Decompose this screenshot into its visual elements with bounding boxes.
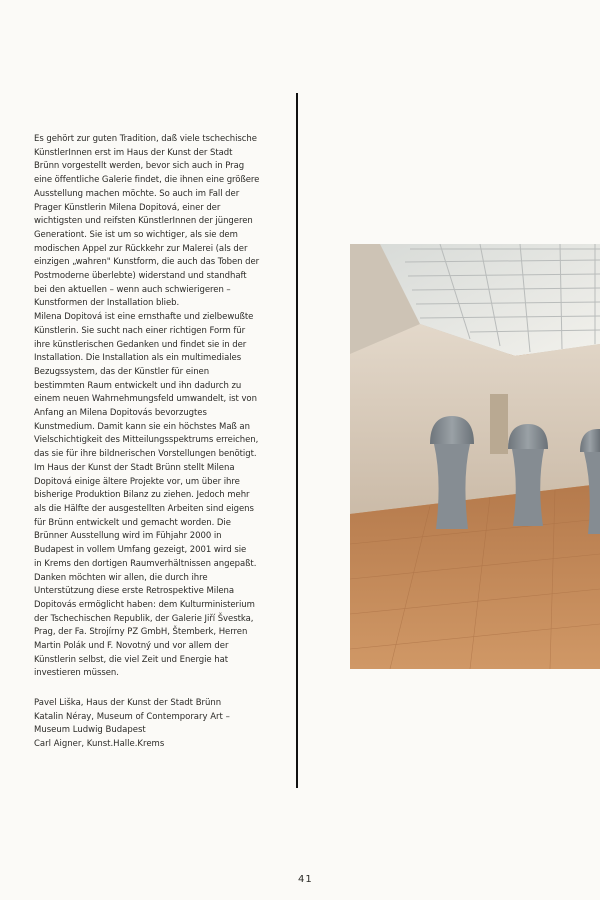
body-line: Budapest in vollem Umfang gezeigt, 2001 wird sie	[34, 545, 247, 556]
body-line: Künstlerin. Sie sucht nach einer richtigen Form für	[34, 325, 246, 336]
body-line: Es gehört zur guten Tradition, daß viele tschechische	[34, 134, 257, 144]
credit-line: Carl Aigner, Kunst.Halle.Krems	[34, 739, 165, 750]
body-line: Vielschichtigkeit des Mitteilungsspektrums erreichen,	[34, 435, 259, 446]
foreword-text	[34, 133, 284, 681]
body-line: Kunstmedium. Damit kann sie ein höchstes Maß an	[34, 421, 250, 432]
body-line: Kunstformen der Installation blieb.	[34, 298, 180, 309]
vertical-divider	[296, 93, 298, 788]
body-line: der Tschechischen Republik, der Galerie Jiří Švestka,	[34, 613, 254, 624]
credit-line: Katalin Néray, Museum of Contemporary Art –	[34, 711, 230, 722]
body-line: investieren müssen.	[34, 668, 119, 679]
body-line: einem neuen Wahrnehmungsfeld umwandelt, ist von	[34, 394, 257, 405]
body-line: Bezugssystem, das der Künstler für einen	[34, 366, 210, 377]
body-line: Prager Künstlerin Milena Dopitová, einer der	[34, 202, 221, 213]
body-line: Ausstellung machen möchte. So auch im Fall der	[34, 188, 240, 199]
body-line: Danken möchten wir allen, die durch ihre	[34, 572, 208, 583]
body-line: für Brünn entwickelt und gemacht worden. Die	[34, 517, 231, 528]
credit-line: Museum Ludwig Budapest	[34, 725, 146, 736]
body-line: KünstlerInnen erst im Haus der Kunst der Stadt	[34, 147, 233, 158]
body-line: das sie für ihre bildnerischen Vorstellungen benötigt.	[34, 449, 257, 460]
body-line: in Krems den dortigen Raumverhältnissen angepaßt.	[34, 558, 257, 569]
body-line: Generationt. Sie ist um so wichtiger, als sie dem	[34, 229, 238, 240]
body-line: bestimmten Raum entwickelt und ihn dadurch zu	[34, 380, 242, 391]
body-line: modischen Appel zur Rückkehr zur Malerei (als der	[34, 243, 248, 254]
body-line: Dopitová einige ältere Projekte vor, um über ihre	[34, 476, 240, 487]
body-line: Anfang an Milena Dopitovás bevorzugtes	[34, 408, 207, 419]
body-line: bei den aktuellen – wenn auch schwierigeren –	[34, 284, 231, 295]
body-line: Prag, der Fa. Strojírny PZ GmbH, Štemberk, Herren	[34, 627, 248, 638]
body-line: Installation. Die Installation als ein multimediales	[34, 353, 242, 364]
body-line: wichtigsten und reifsten KünstlerInnen der jüngeren	[34, 216, 253, 227]
body-line: Brünn vorgestellt werden, bevor sich auch in Prag	[34, 161, 245, 172]
body-line: Brünner Ausstellung wird im Fühjahr 2000 in	[34, 531, 222, 542]
body-line: Postmoderne überlebte) widerstand und standhaft	[34, 271, 247, 282]
body-line: Milena Dopitová ist eine ernsthafte und zielbewußte	[34, 312, 254, 323]
foreword-credits	[34, 697, 284, 752]
credit-line: Pavel Liška, Haus der Kunst der Stadt Brünn	[34, 698, 222, 708]
body-line: Im Haus der Kunst der Stadt Brünn stellt Milena	[34, 462, 235, 473]
body-line: Unterstützung diese erste Retrospektive Milena	[34, 586, 235, 597]
exhibition-photo	[350, 244, 600, 669]
body-line: bisherige Produktion Bilanz zu ziehen. Jedoch mehr	[34, 490, 250, 501]
body-line: ihre künstlerischen Gedanken und findet sie in der	[34, 339, 247, 350]
body-line: einzigen „wahren" Kunstform, die auch das Toben der	[34, 257, 260, 268]
body-line: Künstlerin selbst, die viel Zeit und Energie hat	[34, 654, 229, 665]
page-number: 41	[298, 874, 313, 885]
body-line: eine öffentliche Galerie findet, die ihnen eine größere	[34, 175, 260, 186]
body-line: Martin Polák und F. Novotný und vor allem der	[34, 641, 229, 652]
body-line: als die Hälfte der ausgestellten Arbeiten sind eigens	[34, 503, 254, 514]
body-line: Dopitovás ermöglicht haben: dem Kulturministerium	[34, 599, 255, 610]
gallery-installation-image	[350, 244, 600, 669]
